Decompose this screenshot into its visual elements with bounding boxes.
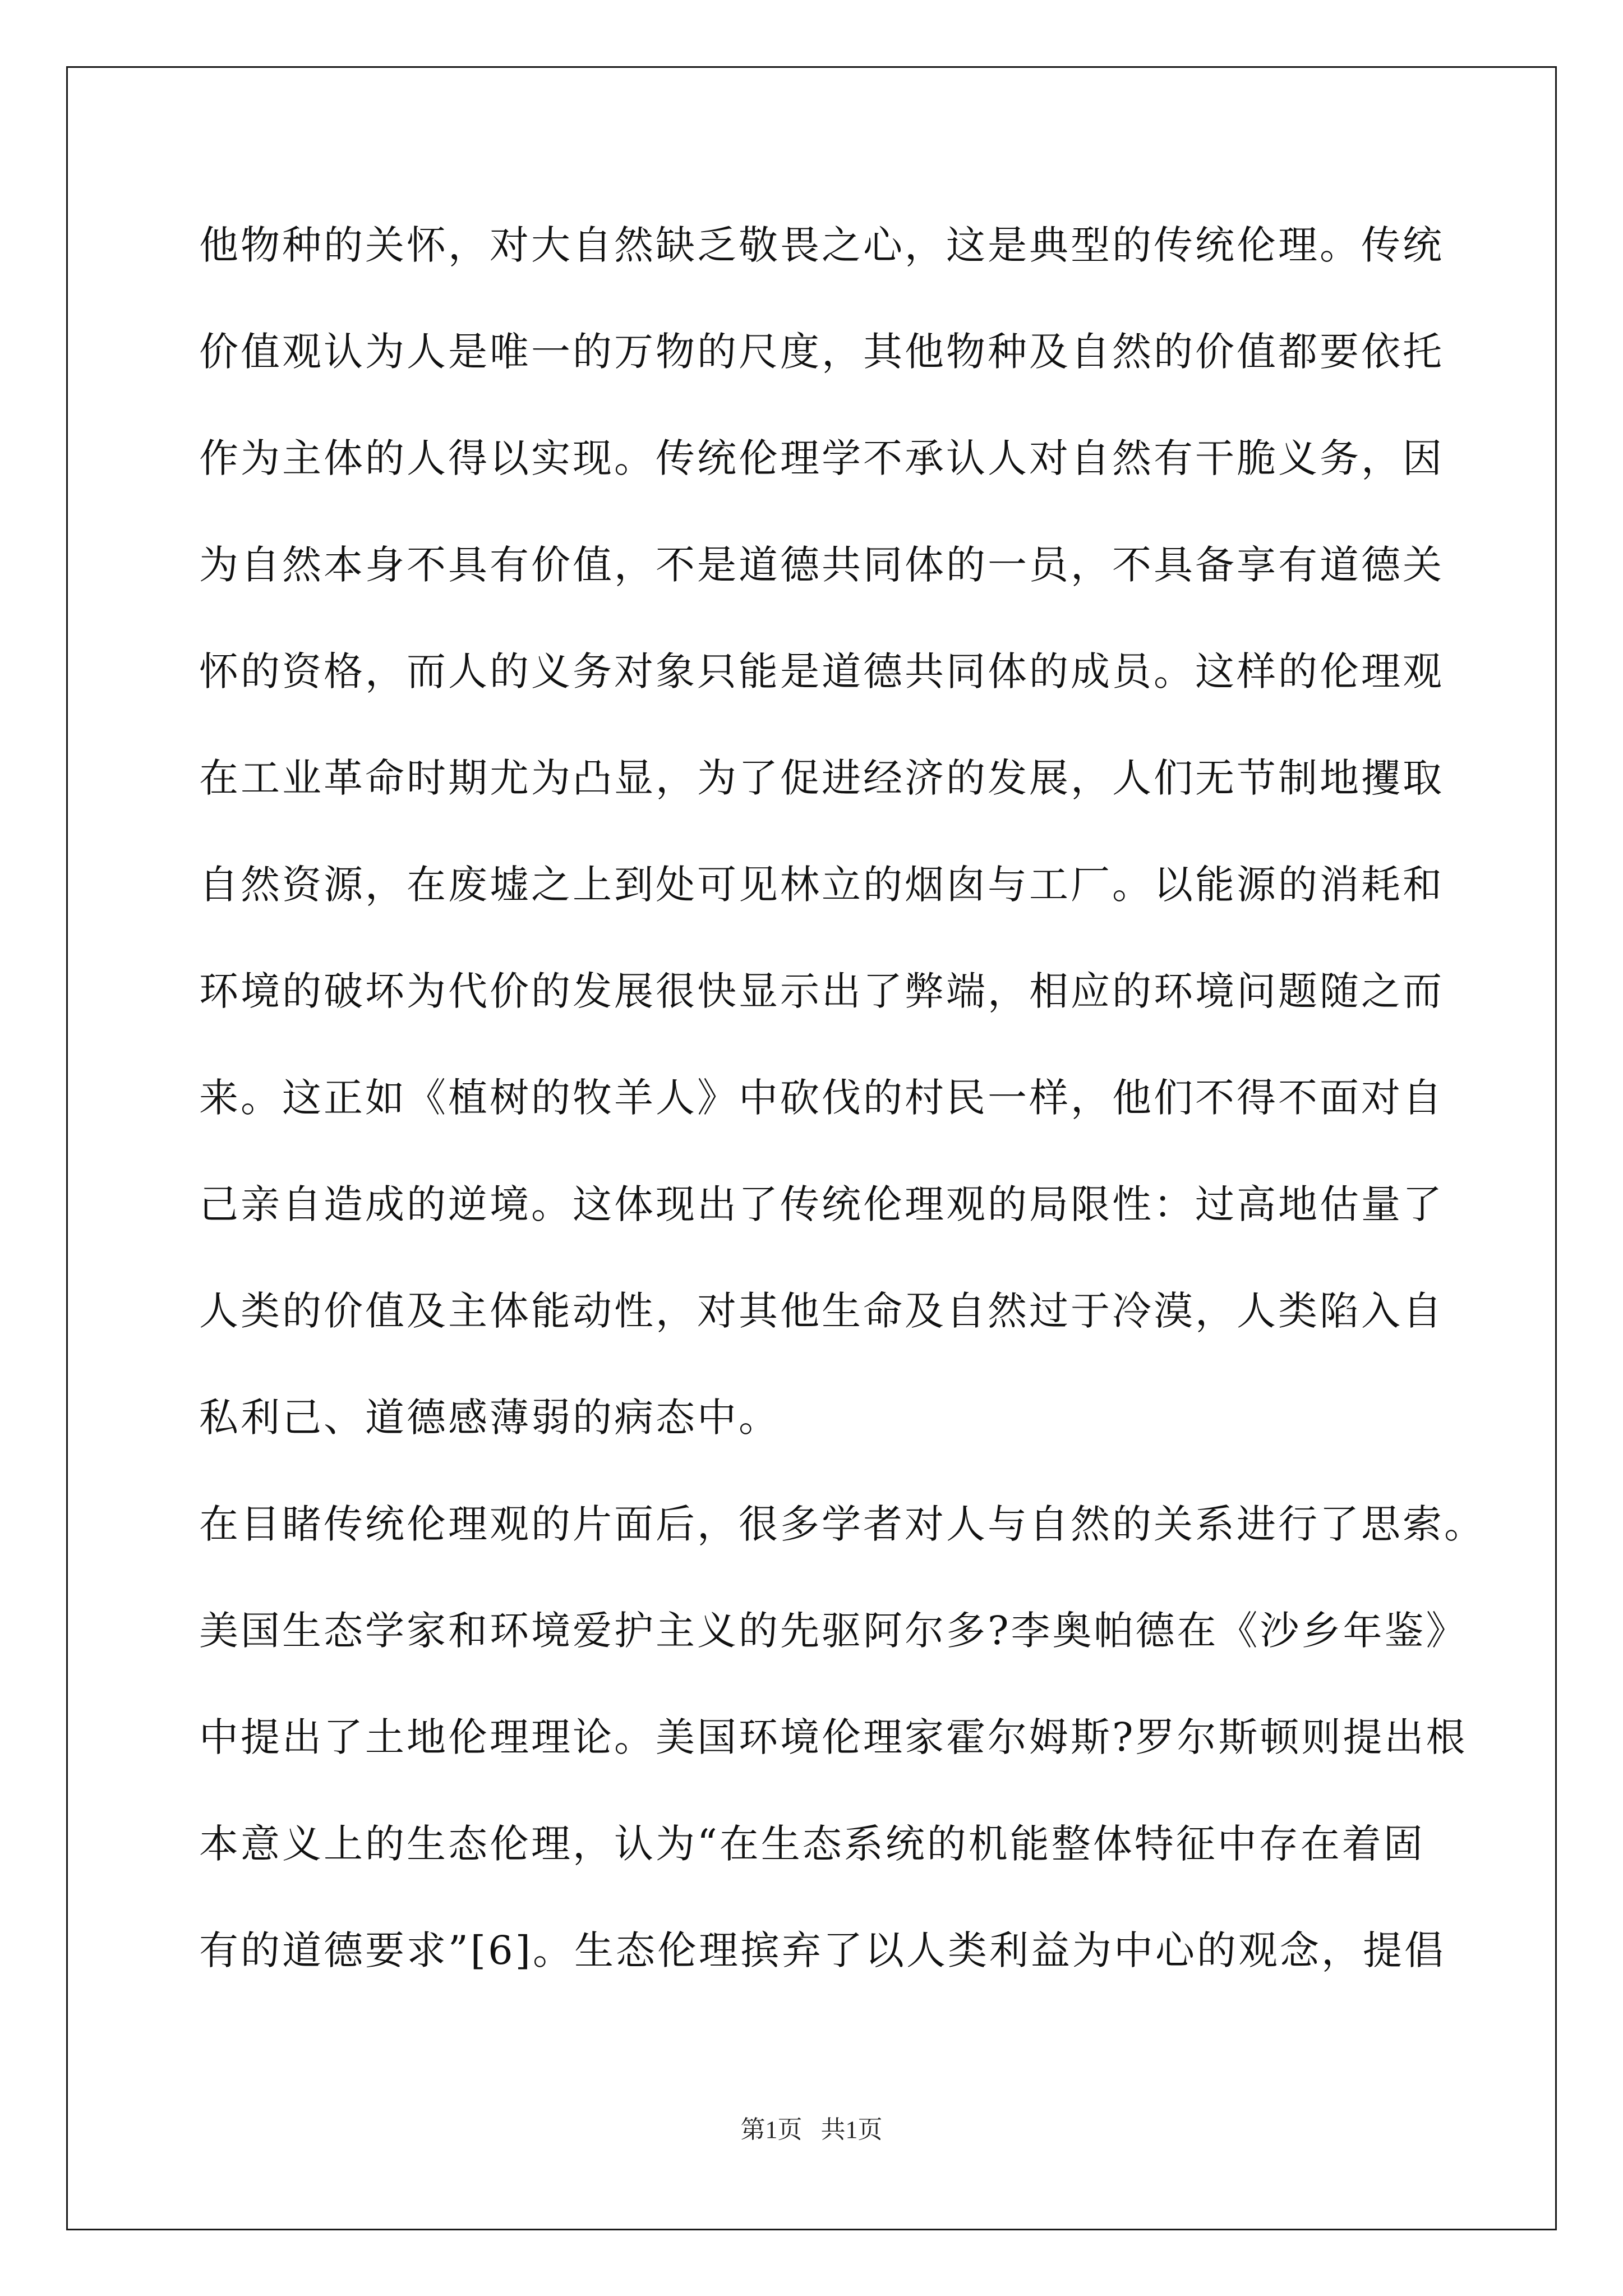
text-line: 己亲自造成的逆境。这体现出了传统伦理观的局限性：过高地估量了 <box>199 1181 1444 1227</box>
text-line: 美国生态学家和环境爱护主义的先驱阿尔多?李奥帕德在《沙乡年鉴》 <box>199 1608 1468 1654</box>
text-line: 作为主体的人得以实现。传统伦理学不承认人对自然有干脆义务，因 <box>199 435 1444 481</box>
text-line: 来。这正如《植树的牧羊人》中砍伐的村民一样，他们不得不面对自 <box>199 1075 1444 1121</box>
text-line: 人类的价值及主体能动性，对其他生命及自然过于冷漠，人类陷入自 <box>199 1288 1444 1334</box>
text-line: 本意义上的生态伦理，认为“在生态系统的机能整体特征中存在着固 <box>199 1821 1425 1867</box>
text-line: 环境的破坏为代价的发展很快显示出了弊端，相应的环境问题随之而 <box>199 968 1444 1014</box>
text-line: 在目睹传统伦理观的片面后，很多学者对人与自然的关系进行了思索。 <box>199 1501 1486 1547</box>
page-number-footer: 第1页 共1页 <box>740 2116 883 2143</box>
text-line: 有的道德要求”[6]。生态伦理摈弃了以人类利益为中心的观念，提倡 <box>199 1927 1446 1973</box>
text-line: 为自然本身不具有价值，不是道德共同体的一员，不具备享有道德关 <box>199 542 1444 588</box>
text-line: 中提出了土地伦理理论。美国环境伦理家霍尔姆斯?罗尔斯顿则提出根 <box>199 1714 1468 1760</box>
text-line: 价值观认为人是唯一的万物的尺度，其他物种及自然的价值都要依托 <box>199 329 1444 375</box>
text-line: 他物种的关怀，对大自然缺乏敬畏之心，这是典型的传统伦理。传统 <box>199 222 1444 268</box>
text-line: 怀的资格，而人的义务对象只能是道德共同体的成员。这样的伦理观 <box>199 648 1444 694</box>
text-line: 自然资源，在废墟之上到处可见林立的烟囱与工厂。以能源的消耗和 <box>199 862 1444 908</box>
text-line: 私利己、道德感薄弱的病态中。 <box>199 1395 780 1441</box>
text-line: 在工业革命时期尤为凸显，为了促进经济的发展，人们无节制地攫取 <box>199 755 1444 801</box>
document-body <box>199 212 1486 2024</box>
